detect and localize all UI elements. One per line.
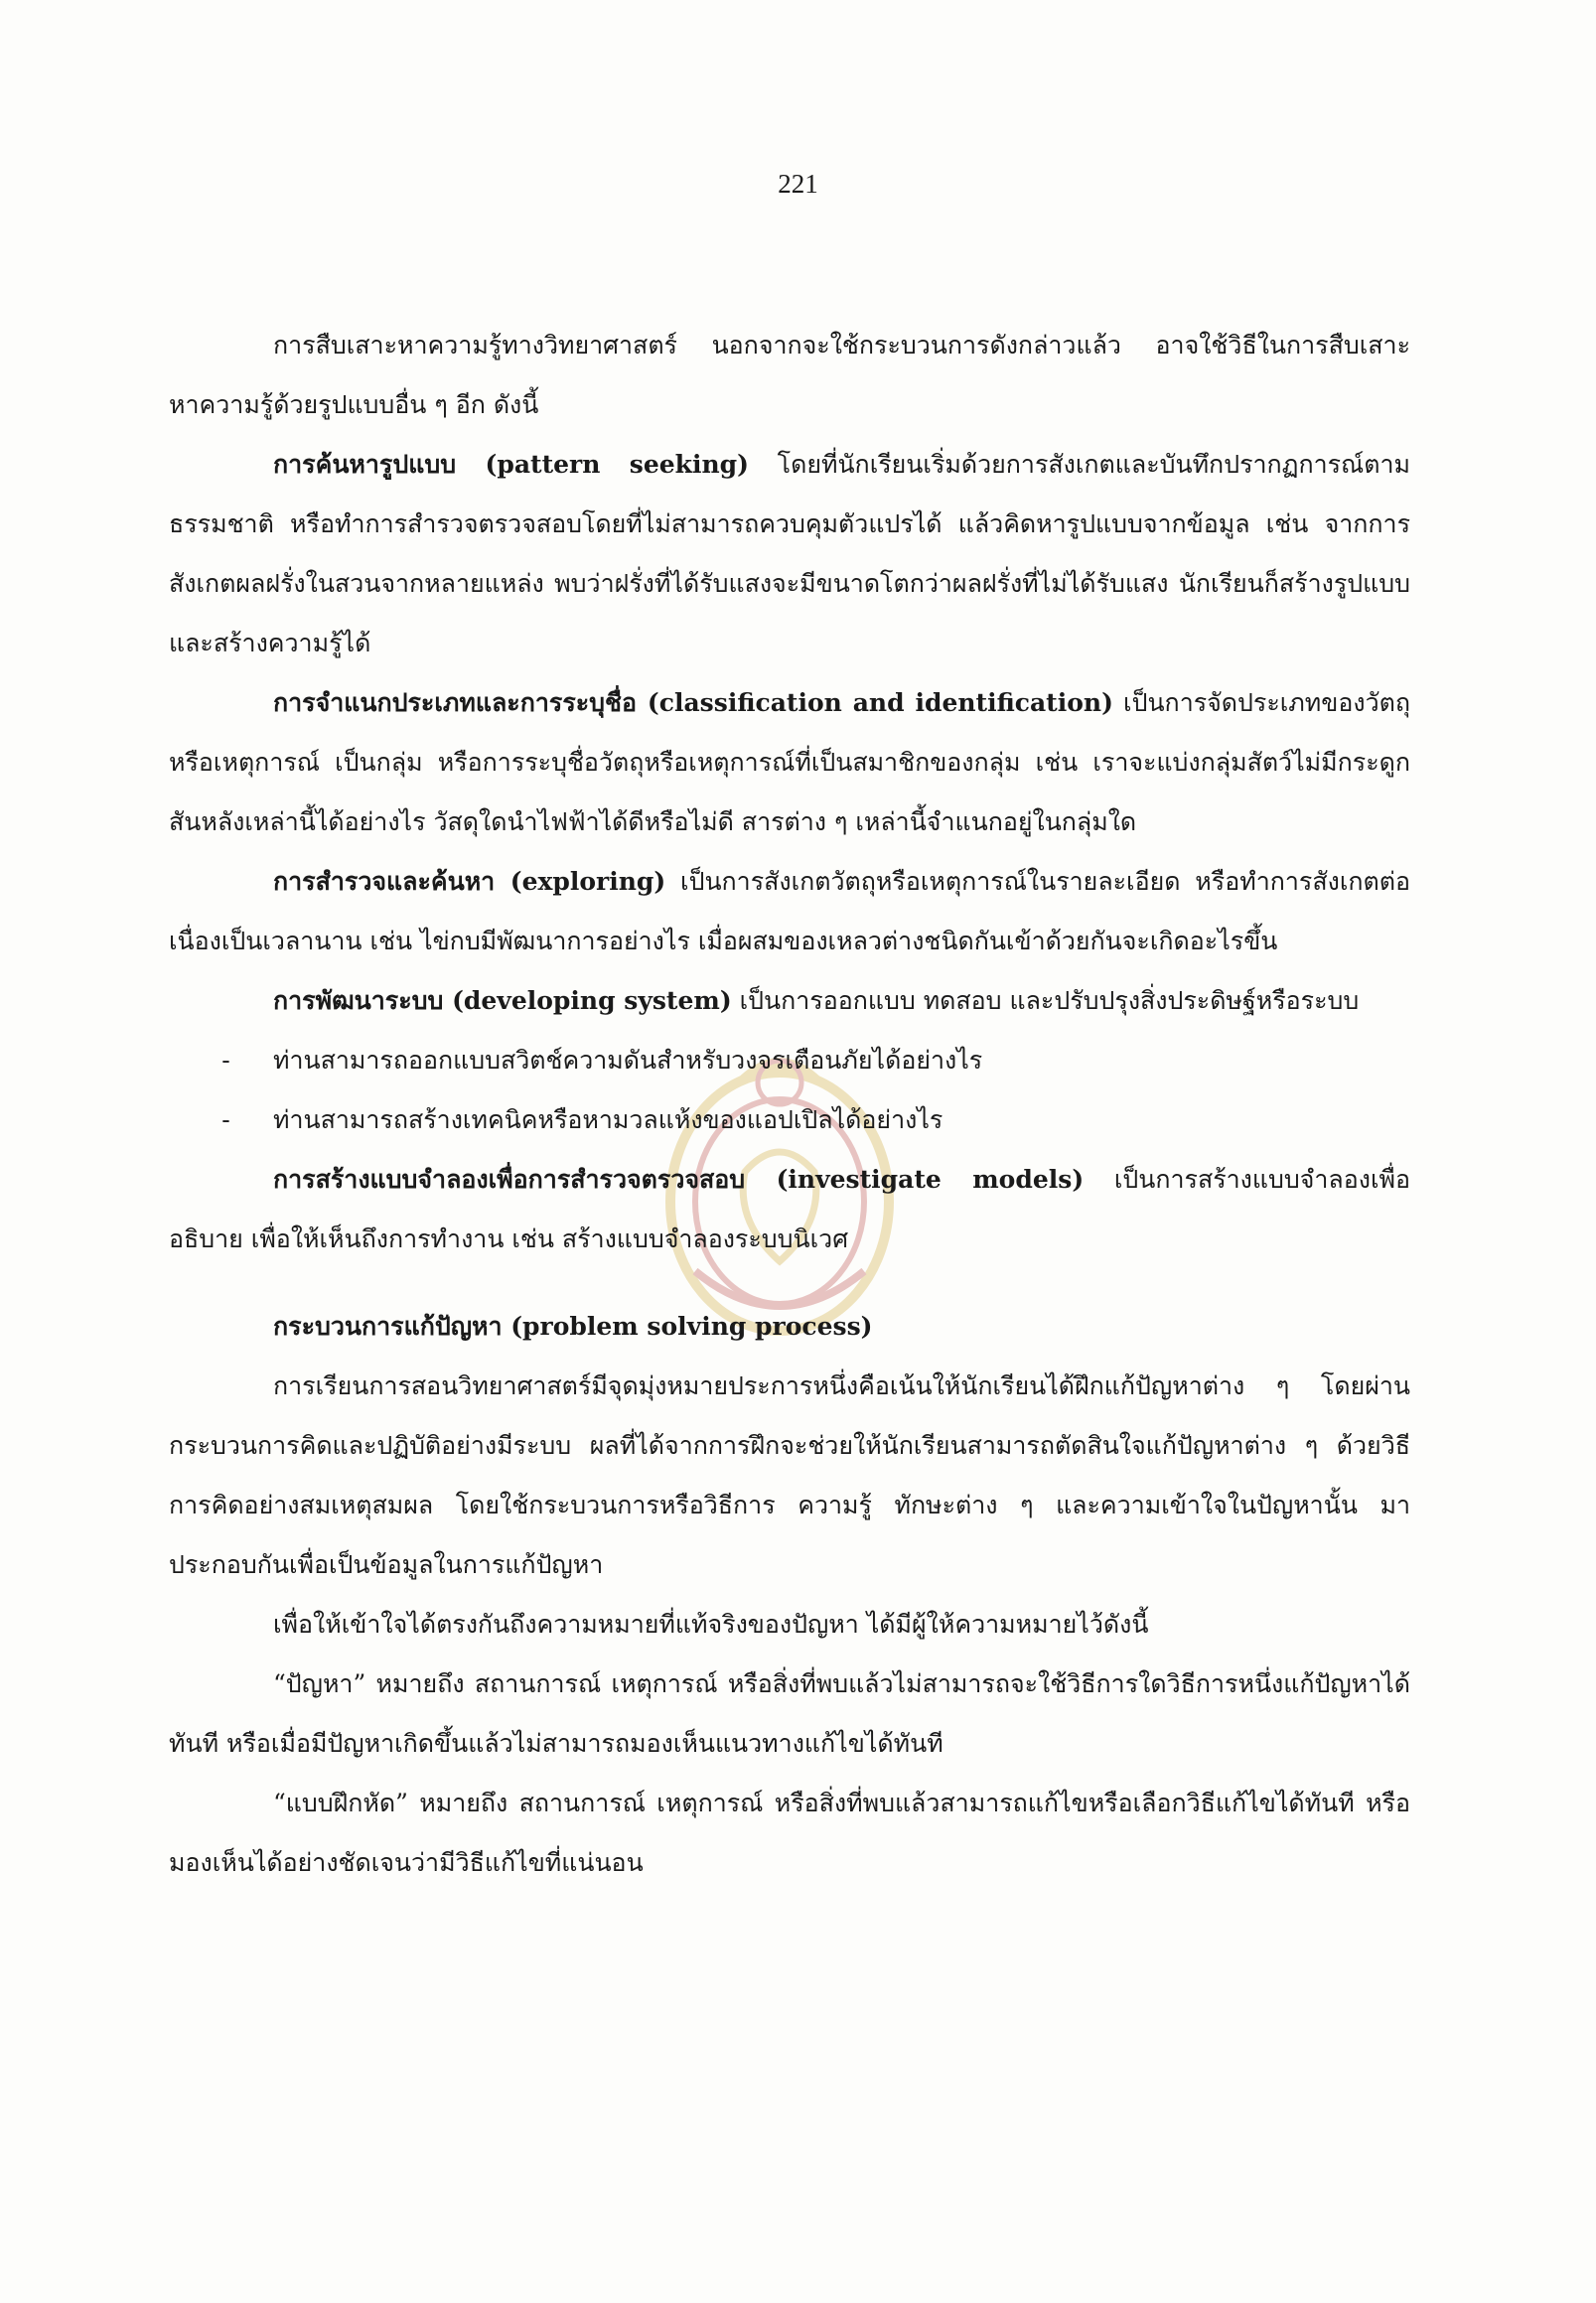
problem-solving-paragraph-1: การเรียนการสอนวิทยาศาสตร์มีจุดมุ่งหมายประการหนึ่งคือเน้นให้นักเรียนได้ฝึกแก้ปัญหาต่าง ๆ โดยผ่านกระบวนการคิดและปฏิบัติอย่างมีระบบ ผลที่ได้จากการฝึกจะช่วยให้นักเรียนสามารถตัดสินใจแก้ปัญหาต่าง ๆ ด้วยวิธีการคิดอย่างสมเหตุสมผล โดยใช้กระบวนการหรือวิธีการ ความรู้ ทักษะต่าง ๆ และความเข้าใจในปัญหานั้น มาประกอบกันเพื่อเป็นข้อมูลในการแก้ปัญหา [169,1371,1410,1579]
exploring-term: การสำรวจและค้นหา (exploring) [273,867,666,896]
section-heading: กระบวนการแก้ปัญหา (problem solving process) [273,1312,873,1341]
list-item [169,1090,1410,1150]
problem-definition-paragraph: “ปัญหา” หมายถึง สถานการณ์ เหตุการณ์ หรือสิ่งที่พบแล้วไม่สามารถจะใช้วิธีการใดวิธีการหนึ่งแก้ปัญหาได้ทันที หรือเมื่อมีปัญหาเกิดขึ้นแล้วไม่สามารถมองเห็นแนวทางแก้ไขได้ทันที [169,1669,1410,1758]
exploring-paragraph [169,852,1410,971]
document-body [169,316,1410,1893]
bullet-dash: - [221,1105,230,1134]
investigate-models-paragraph [169,1150,1410,1269]
problem-solving-paragraph-2: เพื่อให้เข้าใจได้ตรงกันถึงความหมายที่แท้จริงของปัญหา ได้มีผู้ให้ความหมายไว้ดังนี้ [273,1610,1149,1639]
list-item-text: ท่านสามารถออกแบบสวิตช์ความดันสำหรับวงจรเตือนภัยได้อย่างไร [273,1046,983,1075]
pattern-seeking-paragraph [169,435,1410,673]
exercise-definition-paragraph: “แบบฝึกหัด” หมายถึง สถานการณ์ เหตุการณ์ หรือสิ่งที่พบแล้วสามารถแก้ไขหรือเลือกวิธีแก้ไขได้ทันที หรือมองเห็นได้อย่างชัดเจนว่ามีวิธีแก้ไขที่แน่นอน [169,1789,1410,1877]
list-item-text: ท่านสามารถสร้างเทคนิคหรือหามวลแห้งของแอปเปิลได้อย่างไร [273,1105,943,1134]
pattern-seeking-term: การค้นหารูปแบบ (pattern seeking) [273,450,749,479]
page-number: 221 [778,169,818,199]
exploring-text: เป็นการสังเกตวัตถุหรือเหตุการณ์ในรายละเอียด หรือทำการสังเกตต่อเนื่องเป็นเวลานาน เช่น ไข่กบมีพัฒนาการอย่างไร เมื่อผสมของเหลวต่างชนิดกันเข้าด้วยกันจะเกิดอะไรขึ้น [169,867,1410,955]
developing-system-term: การพัฒนาระบบ (developing system) [273,986,732,1015]
intro-paragraph: การสืบเสาะหาความรู้ทางวิทยาศาสตร์ นอกจากจะใช้กระบวนการดังกล่าวแล้ว อาจใช้วิธีในการสืบเสาะหาความรู้ด้วยรูปแบบอื่น ๆ อีก ดังนี้ [169,331,1410,419]
list-item [169,1031,1410,1090]
classification-term: การจำแนกประเภทและการระบุชื่อ (classification and identification) [273,688,1113,717]
developing-system-text: เป็นการออกแบบ ทดสอบ และปรับปรุงสิ่งประดิษฐ์หรือระบบ [731,986,1360,1015]
investigate-models-text: เป็นการสร้างแบบจำลองเพื่ออธิบาย เพื่อให้เห็นถึงการทำงาน เช่น สร้างแบบจำลองระบบนิเวศ [169,1165,1410,1253]
classification-paragraph [169,673,1410,852]
developing-system-paragraph [169,971,1410,1031]
classification-text: เป็นการจัดประเภทของวัตถุหรือเหตุการณ์ เป็นกลุ่ม หรือการระบุชื่อวัตถุหรือเหตุการณ์ที่เป็นสมาชิกของกลุ่ม เช่น เราจะแบ่งกลุ่มสัตว์ไม่มีกระดูกสันหลังเหล่านี้ได้อย่างไร วัสดุใดนำไฟฟ้าได้ดีหรือไม่ดี สารต่าง ๆ เหล่านี้จำแนกอยู่ในกลุ่มใด [169,688,1410,836]
investigate-models-term: การสร้างแบบจำลองเพื่อการสำรวจตรวจสอบ (investigate models) [273,1165,1085,1194]
bullet-dash: - [221,1046,230,1075]
pattern-seeking-text: โดยที่นักเรียนเริ่มด้วยการสังเกตและบันทึกปรากฏการณ์ตามธรรมชาติ หรือทำการสำรวจตรวจสอบโดยที่ไม่สามารถควบคุมตัวแปรได้ แล้วคิดหารูปแบบจากข้อมูล เช่น จากการสังเกตผลฝรั่งในสวนจากหลายแหล่ง พบว่าฝรั่งที่ได้รับแสงจะมีขนาดโตกว่าผลฝรั่งที่ไม่ได้รับแสง นักเรียนก็สร้างรูปแบบและสร้างความรู้ได้ [169,450,1410,657]
